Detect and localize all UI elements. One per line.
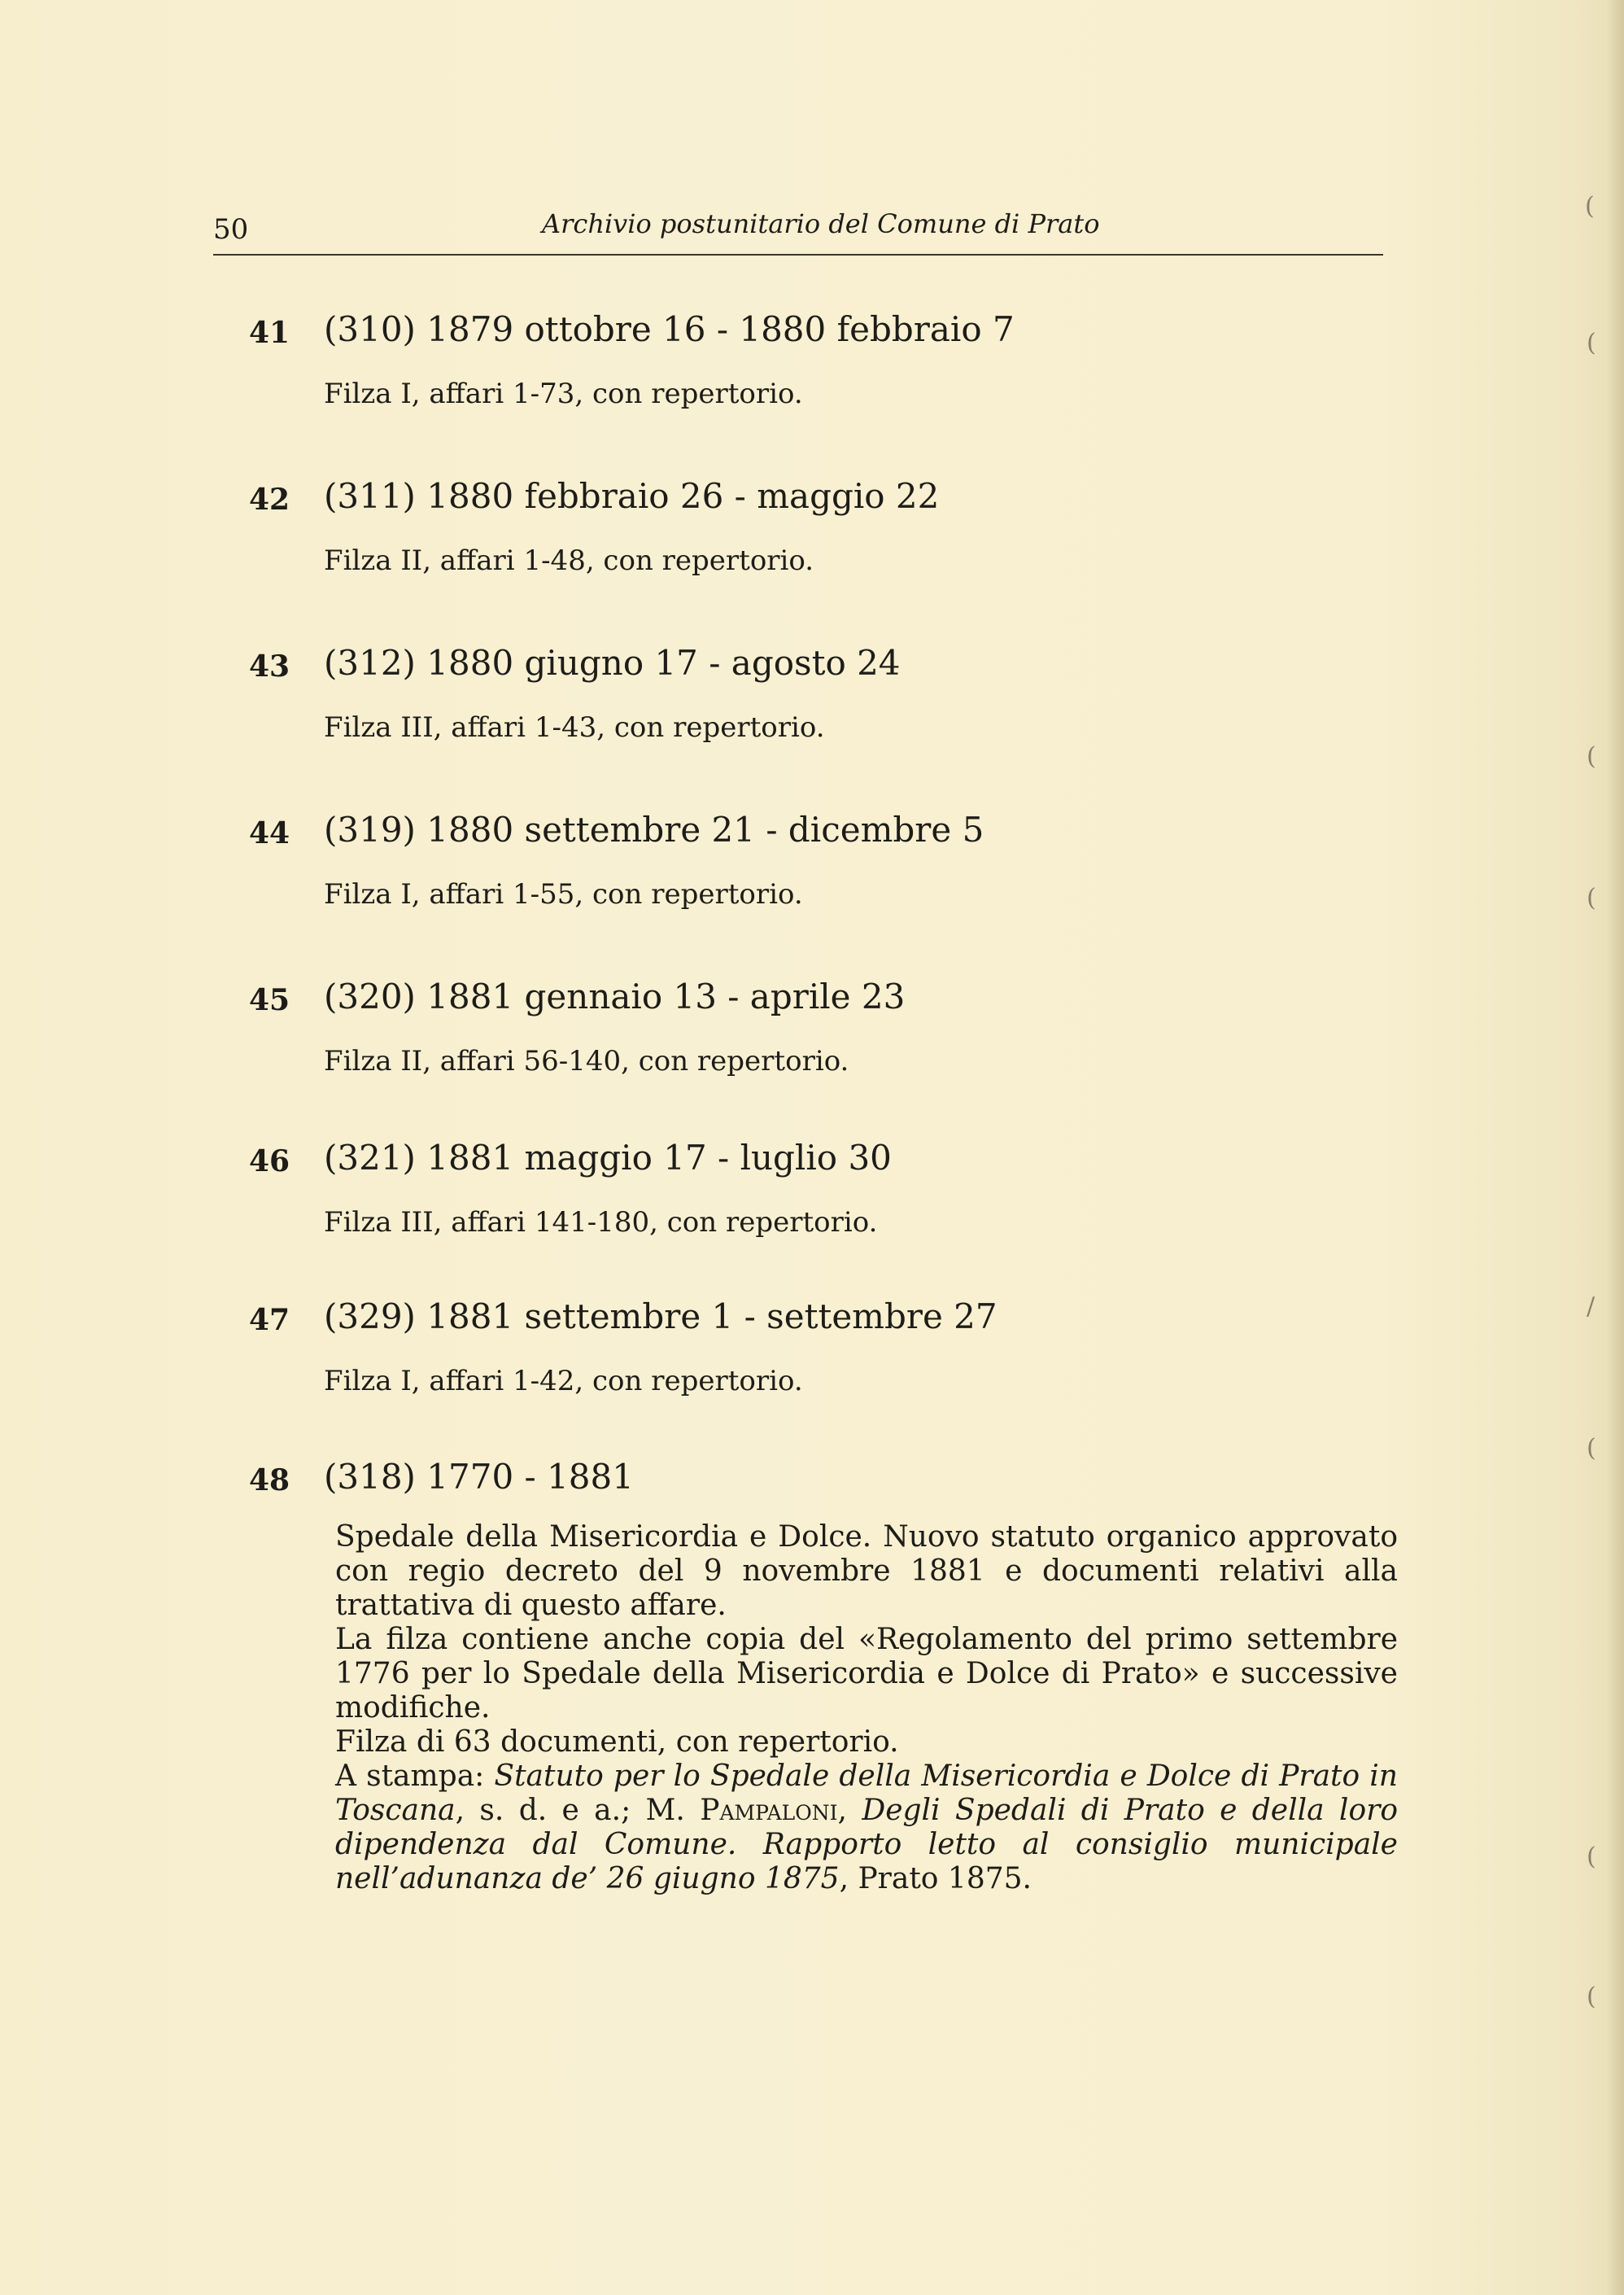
print-separator: , s. d. e a.; M. xyxy=(455,1794,701,1827)
page-header xyxy=(213,205,1383,256)
entry-number: 43 xyxy=(249,649,290,684)
entry-number: 42 xyxy=(249,483,290,517)
print-separator: , xyxy=(837,1794,862,1827)
entry-number: 41 xyxy=(249,316,290,350)
entry-description: Filza I, affari 1-42, con repertorio. xyxy=(324,1365,803,1397)
running-title: Archivio postunitario del Comune di Prato xyxy=(542,208,1100,239)
entry-description: Filza III, affari 1-43, con repertorio. xyxy=(324,711,825,744)
print-intro: A stampa: xyxy=(335,1760,495,1793)
entry-48-print-reference xyxy=(335,1760,1398,1896)
print-title: Statuto per lo Spedale della Misericordia e Dolce di Prato in Toscana xyxy=(335,1760,1398,1827)
page-number: 50 xyxy=(213,213,249,246)
margin-mark: ( xyxy=(1587,884,1596,912)
entry-number: 47 xyxy=(249,1303,290,1337)
entry-description: Filza II, affari 56-140, con repertorio. xyxy=(324,1045,849,1078)
entry-heading: (318) 1770 - 1881 xyxy=(324,1457,634,1497)
entry-heading: (321) 1881 maggio 17 - luglio 30 xyxy=(324,1138,892,1178)
entry-description: Filza I, affari 1-55, con repertorio. xyxy=(324,878,803,911)
print-author: Pampaloni xyxy=(700,1794,838,1827)
entry-heading: (312) 1880 giugno 17 - agosto 24 xyxy=(324,643,901,683)
entry-48-paragraph: Filza di 63 documenti, con repertorio. xyxy=(335,1725,899,1759)
margin-mark: ( xyxy=(1587,742,1596,771)
entry-48-paragraph: La filza contiene anche copia del «Regolamento del primo settembre 1776 per lo Spedale della Misericordia e Dolce di Prato» e successive modifiche. xyxy=(335,1623,1398,1725)
margin-mark: ( xyxy=(1585,192,1595,221)
entry-48-paragraph: Spedale della Misericordia e Dolce. Nuovo statuto organico approvato con regio decreto del 9 novembre 1881 e documenti relativi alla trattativa di questo affare. xyxy=(335,1520,1398,1622)
print-tail: , Prato 1875. xyxy=(839,1862,1032,1895)
entry-number: 46 xyxy=(249,1144,290,1178)
margin-mark: / xyxy=(1587,1292,1596,1321)
entry-number: 44 xyxy=(249,816,290,850)
entry-heading: (311) 1880 febbraio 26 - maggio 22 xyxy=(324,476,940,516)
entry-description: Filza III, affari 141-180, con repertorio. xyxy=(324,1206,878,1239)
entry-heading: (320) 1881 gennaio 13 - aprile 23 xyxy=(324,977,906,1016)
entry-number: 45 xyxy=(249,983,290,1017)
margin-mark: ( xyxy=(1587,1843,1596,1871)
entry-48-body xyxy=(335,1520,1398,1896)
print-title: Degli Spedali di Prato e della loro dipendenza dal Comune. Rapporto letto al consiglio municipale nell’adunanza de’ 26 giugno 1875 xyxy=(335,1794,1398,1895)
page-edge-shadow xyxy=(1606,0,1624,2295)
margin-mark: ( xyxy=(1587,1982,1596,2011)
entry-description: Filza II, affari 1-48, con repertorio. xyxy=(324,544,814,577)
entry-number: 48 xyxy=(249,1463,290,1497)
margin-mark: ( xyxy=(1587,1434,1596,1462)
entry-heading: (310) 1879 ottobre 16 - 1880 febbraio 7 xyxy=(324,309,1015,349)
entry-description: Filza I, affari 1-73, con repertorio. xyxy=(324,378,803,410)
entry-heading: (329) 1881 settembre 1 - settembre 27 xyxy=(324,1296,998,1336)
margin-mark: ( xyxy=(1587,329,1596,357)
entry-heading: (319) 1880 settembre 21 - dicembre 5 xyxy=(324,810,984,850)
